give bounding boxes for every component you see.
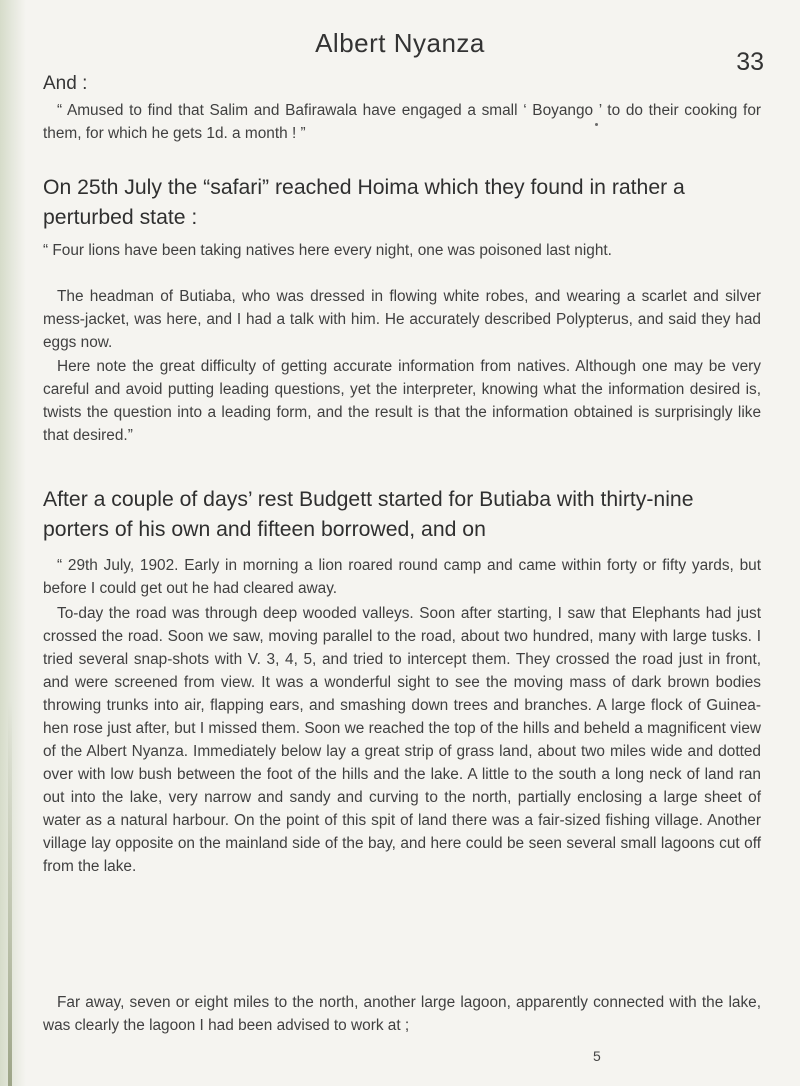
quote-lions: “ Four lions have been taking natives here every night, one was poisoned last night.: [43, 242, 612, 259]
signature-mark: 5: [593, 1048, 601, 1064]
page-header: [0, 28, 800, 76]
quote-information: Here note the great difficulty of getting accurate information from natives. Although one may be very careful and avoid putting leading questions, yet the interpreter, knowing what the information desired is, twists the question into a leading form, and the result is that the information obtained is surprisingly like that desired.”: [43, 358, 761, 444]
stray-mark: [595, 123, 598, 126]
paragraph-hoima: On 25th July the “safari” reached Hoima which they found in rather a perturbed state :: [43, 176, 685, 229]
quote-boyango: “ Amused to find that Salim and Bafirawala have engaged a small ‘ Boyango ’ to do their cooking for them, for which he gets 1d. a month ! ”: [43, 102, 761, 142]
quote-elephants: To-day the road was through deep wooded valleys. Soon after starting, I saw that Elephants had just crossed the road. Soon we saw, moving parallel to the road, about two hundred, many with large tusks. I tried several snap-shots with V. 3, 4, 5, and tried to intercept them. They crossed the road just in front, and were screened from view. It was a wonderful sight to see the moving mass of dark brown bodies throwing trunks into air, flapping ears, and smashing down trees and branches. A large flock of Guinea-hen rose just after, but I missed them. Soon we reached the top of the hills and beheld a magnificent view of the Albert Nyanza. Immediately below lay a great strip of grass land, about two miles wide and dotted over with low bush between the foot of the hills and the lake. A little to the south a long neck of land ran out into the lake, very narrow and sandy and curving to the north, partially enclosing a large sheet of water as a natural harbour. On the point of this spit of land there was a fair-sized fishing village. Another village lay opposite on the mainland side of the bay, and here could be seen several small lagoons cut off from the lake.: [43, 605, 761, 875]
and-label: And :: [43, 73, 88, 94]
quote-29th-july: “ 29th July, 1902. Early in morning a lion roared round camp and came within forty or fifty yards, but before I could get out he had cleared away.: [43, 557, 761, 597]
paragraph-butiaba: After a couple of days’ rest Budgett started for Butiaba with thirty-nine porters of his own and fifteen borrowed, and on: [43, 488, 694, 541]
quote-headman: The headman of Butiaba, who was dressed in flowing white robes, and wearing a scarlet and silver mess-jacket, was here, and I had a talk with him. He accurately described Polypterus, and said they had eggs now.: [43, 288, 761, 351]
page-edge-shading: [0, 0, 26, 1086]
page-number: 33: [736, 48, 764, 76]
quote-lagoon: Far away, seven or eight miles to the north, another large lagoon, apparently connected with the lake, was clearly the lagoon I had been advised to work at ;: [43, 994, 761, 1034]
binding-stain: [8, 700, 12, 1086]
running-head: Albert Nyanza: [315, 28, 485, 58]
